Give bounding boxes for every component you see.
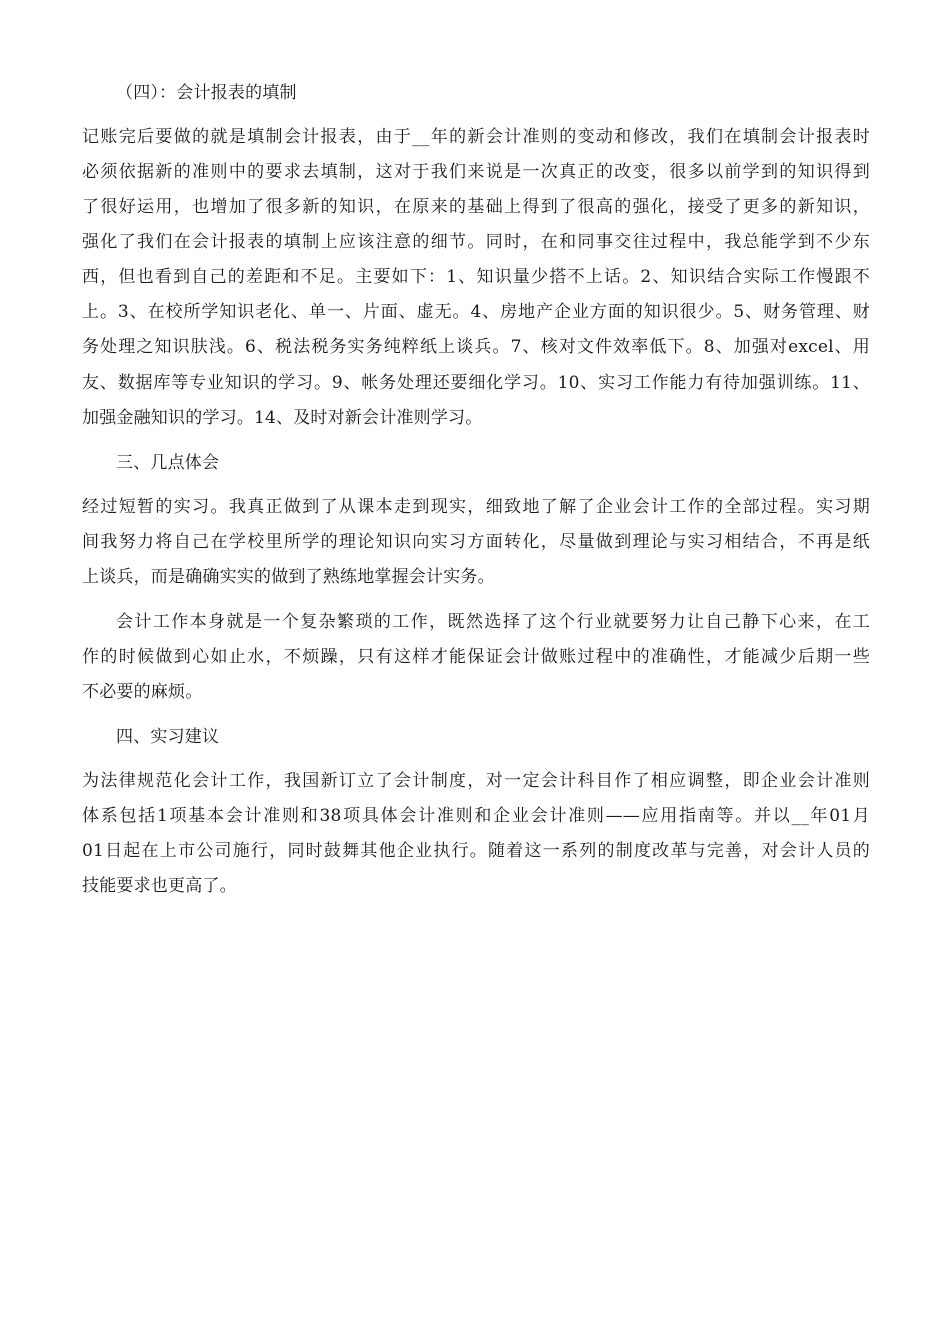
paragraph-line: 会计工作本身就是一个复杂繁琐的工作，既然选择了这个行业就要努力让自己静下心来，在工 xyxy=(116,612,870,632)
section-heading-report-filling: （四）：会计报表的填制 xyxy=(116,83,297,103)
paragraph-line: 记账完后要做的就是填制会计报表，由于__年的新会计准则的变动和修改，我们在填制会计报表时 xyxy=(82,127,870,147)
paragraph-line: 强化了我们在会计报表的填制上应该注意的细节。同时，在和同事交往过程中，我总能学到不少东 xyxy=(82,232,870,252)
paragraph-line: 上。3、在校所学知识老化、单一、片面、虚无。4、房地产企业方面的知识很少。5、财务管理、财 xyxy=(82,302,870,322)
paragraph-line: 西，但也看到自己的差距和不足。主要如下：1、知识量少搭不上话。2、知识结合实际工作慢跟不 xyxy=(82,267,870,287)
paragraph-line: 了很好运用，也增加了很多新的知识，在原来的基础上得到了很高的强化，接受了更多的新知识， xyxy=(82,197,870,217)
paragraph-line: 为法律规范化会计工作，我国新订立了会计制度，对一定会计科目作了相应调整，即企业会计准则 xyxy=(82,771,870,791)
paragraph-line: 上谈兵，而是确确实实的做到了熟练地掌握会计实务。 xyxy=(82,567,495,587)
paragraph-line: 友、数据库等专业知识的学习。9、帐务处理还要细化学习。10、实习工作能力有待加强训练。11、 xyxy=(82,373,870,393)
paragraph-line: 必须依据新的准则中的要求去填制，这对于我们来说是一次真正的改变，很多以前学到的知识得到 xyxy=(82,162,870,182)
section-heading-reflections: 三、几点体会 xyxy=(116,453,220,473)
paragraph-line: 技能要求也更高了。 xyxy=(82,876,237,896)
paragraph-line: 作的时候做到心如止水，不烦躁，只有这样才能保证会计做账过程中的准确性，才能减少后期一些 xyxy=(82,647,870,667)
section-heading-suggestions: 四、实习建议 xyxy=(116,727,220,747)
paragraph-line: 体系包括1项基本会计准则和38项具体会计准则和企业会计准则——应用指南等。并以__年01月 xyxy=(82,806,870,826)
paragraph-line: 务处理之知识肤浅。6、税法税务实务纯粹纸上谈兵。7、核对文件效率低下。8、加强对excel、用 xyxy=(82,337,870,357)
paragraph-line: 加强金融知识的学习。14、及时对新会计准则学习。 xyxy=(82,408,483,428)
paragraph-line: 不必要的麻烦。 xyxy=(82,682,203,702)
paragraph-line: 间我努力将自己在学校里所学的理论知识向实习方面转化，尽量做到理论与实习相结合，不再是纸 xyxy=(82,532,870,552)
paragraph-line: 01日起在上市公司施行，同时鼓舞其他企业执行。随着这一系列的制度改革与完善，对会计人员的 xyxy=(82,841,870,861)
paragraph-line: 经过短暂的实习。我真正做到了从课本走到现实，细致地了解了企业会计工作的全部过程。实习期 xyxy=(82,497,870,517)
